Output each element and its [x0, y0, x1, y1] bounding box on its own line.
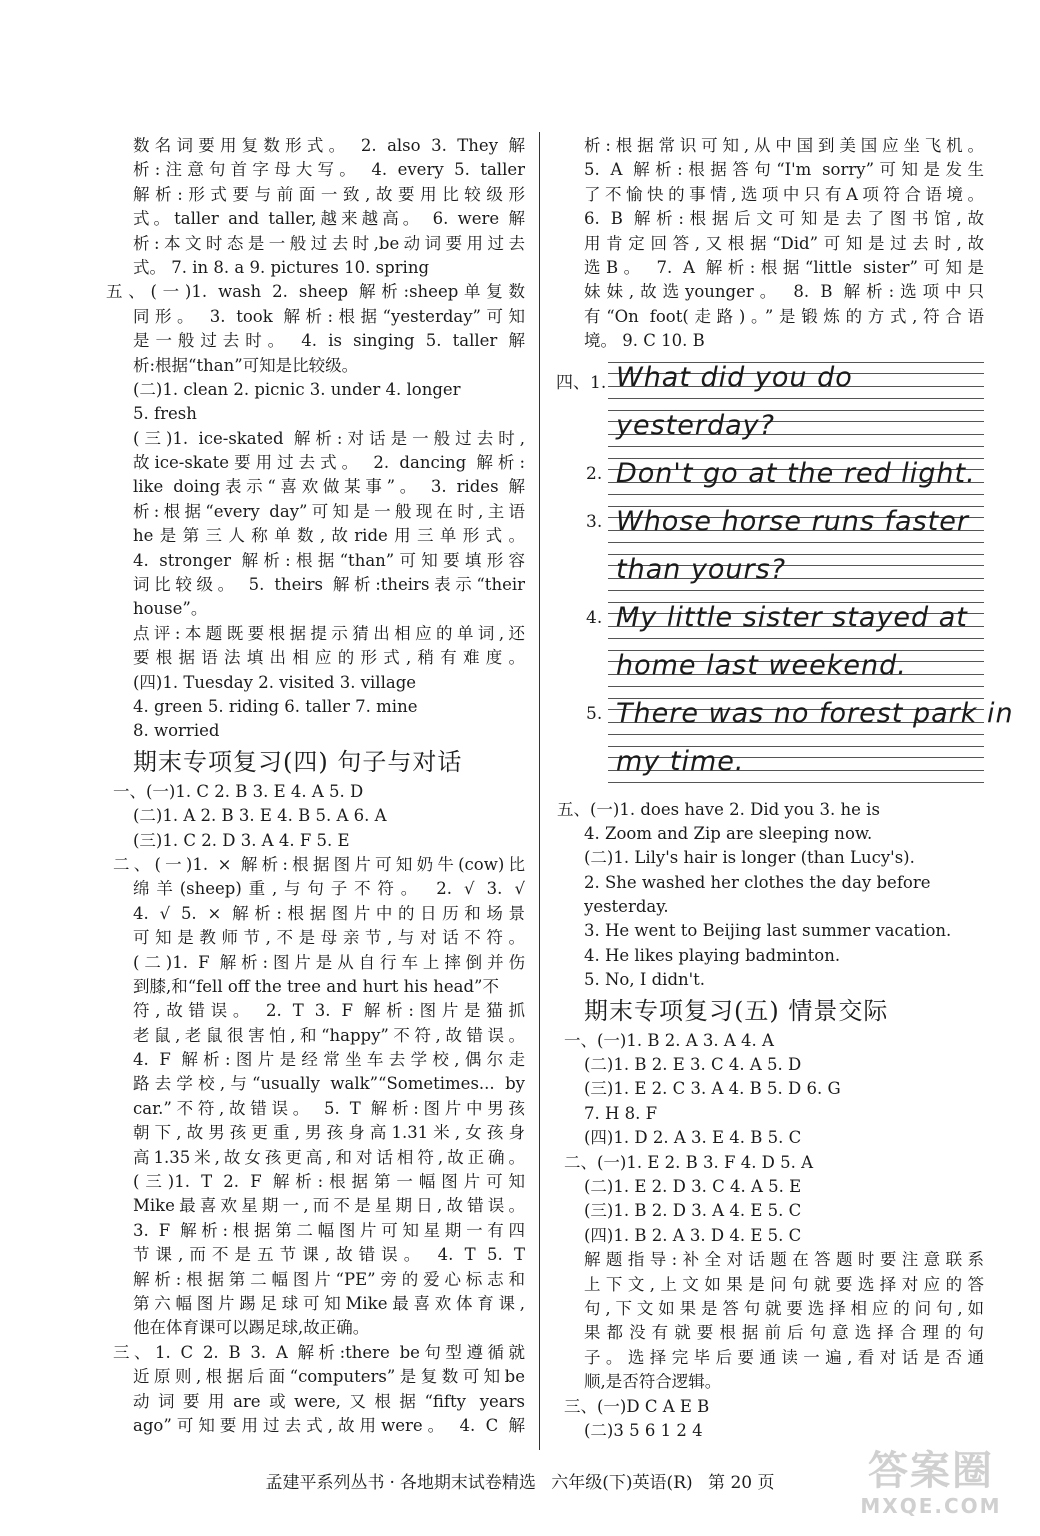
text-line: 有“On foot(走路)。”是锻炼的方式,符合语: [584, 306, 984, 326]
text-line: (二)1. A 2. B 3. E 4. B 5. A 6. A: [133, 806, 387, 826]
handwritten-answer: than yours?: [616, 553, 787, 585]
text-line: 析:根据常识可知,从中国到美国应坐飞机。: [584, 136, 984, 155]
text-line: 8. worried: [133, 721, 220, 741]
watermark-text: 答案圈: [868, 1448, 994, 1494]
handwritten-answer: What did you do: [616, 361, 853, 393]
four-line-grid: [608, 408, 984, 448]
text-line: 选B。 7. A 解析:根据“little sister”可知是: [584, 257, 984, 277]
text-line: 一、(一)1. B 2. A 3. A 4. A: [564, 1030, 774, 1050]
text-line: 上下文,上文如果是问句就要选择对应的答: [584, 1274, 984, 1294]
section-heading: 期末专项复习(五) 情景交际: [584, 996, 889, 1025]
text-line: 节课,而不是五节课,故错误。 4. T 5. T: [133, 1245, 525, 1265]
text-line: 三、1. C 2. B 3. A 解析:there be句型遵循就: [113, 1342, 525, 1362]
handwriting-line: [556, 358, 984, 406]
handwritten-answer: home last weekend.: [616, 649, 907, 681]
text-line: (三)1. E 2. C 3. A 4. B 5. D 6. G: [584, 1079, 841, 1099]
handwritten-answer: Don't go at the red light.: [616, 457, 976, 489]
text-line: 解题指导:补全对话题在答题时要注意联系: [584, 1250, 984, 1270]
text-line: 第六幅图片踢足球可知Mike最喜欢体育课,: [133, 1293, 525, 1313]
text-line: 路去学校,与“usually walk”“Sometimes... by: [133, 1074, 525, 1094]
handwriting-line: [584, 694, 1014, 742]
text-line: 5. fresh: [133, 404, 197, 424]
text-line: 了不愉快的事情,选项中只有A项符合语境。: [584, 184, 984, 204]
text-line: 析:根据“than”可知是比较级。: [133, 355, 359, 375]
text-line: 二、(一)1. E 2. B 3. F 4. D 5. A: [564, 1152, 814, 1172]
handwritten-answer: There was no forest park in: [616, 697, 1014, 729]
text-line: 到膝,和“fell off the tree and hurt his head”不: [133, 976, 499, 996]
text-line: 近原则,根据后面“computers”是复数可知be: [133, 1367, 525, 1387]
text-line: 4. green 5. riding 6. taller 7. mine: [133, 696, 418, 716]
text-line: (三)1. C 2. D 3. A 4. F 5. E: [133, 830, 350, 850]
text-line: 4. stronger 解析:根据“than”可知要填形容: [133, 550, 525, 570]
text-line: like doing表示“喜欢做某事”。 3. rides 解: [133, 477, 525, 497]
text-line: 是一般过去时。 4. is singing 5. taller 解: [133, 331, 525, 351]
question-number: 5.: [586, 703, 603, 724]
text-line: 符,故错误。 2. T 3. F 解析:图片是猫抓: [133, 1001, 525, 1021]
right-top-text: [584, 134, 984, 354]
text-line: 析:本文时态是一般过去时,be动词要用过去: [133, 233, 525, 253]
text-line: 同形。 3. took 解析:根据“yesterday”可知: [133, 306, 525, 326]
question-number: 4.: [586, 607, 603, 628]
text-line: 朝下,故男孩更重,男孩身高1.31米,女孩身: [133, 1123, 525, 1143]
text-line: (二)3 5 6 1 2 4: [584, 1420, 703, 1440]
text-line: 老鼠,老鼠很害怕,和“happy”不符,故错误。: [133, 1025, 525, 1045]
handwritten-answer: My little sister stayed at: [616, 601, 968, 633]
handwriting-line: [584, 598, 984, 646]
text-line: (三)1. ice-skated 解析:对话是一般过去时,: [133, 428, 525, 448]
column-divider: [539, 132, 540, 1450]
text-line: (四)1. D 2. A 3. E 4. B 5. C: [584, 1128, 802, 1148]
text-line: 3. F 解析:根据第二幅图片可知星期一有四: [133, 1220, 525, 1240]
footer-grade: 六年级(下)英语(R): [551, 1473, 693, 1493]
four-line-grid: [608, 360, 984, 400]
handwritten-answer: yesterday?: [616, 409, 775, 441]
right-bottom-text: [557, 798, 984, 1444]
text-line: (三)1. T 2. F 解析:根据第一幅图片可知: [133, 1172, 525, 1192]
text-line: 顺,是否符合逻辑。: [584, 1372, 722, 1392]
text-line: 高1.35米,故女孩更高,和对话相符,故正确。: [133, 1147, 525, 1167]
text-line: 他在体育课可以踢足球,故正确。: [133, 1318, 370, 1338]
handwriting-line: [584, 454, 984, 502]
handwriting-line: [584, 406, 984, 454]
text-line: (四)1. B 2. A 3. D 4. E 5. C: [584, 1225, 802, 1245]
text-line: 词比较级。 5. theirs 解析:theirs表示“their: [133, 575, 525, 595]
watermark-logo: [856, 1448, 1006, 1528]
text-line: 句,下文如果是答句就要选择相应的问句,如: [584, 1298, 984, 1318]
text-line: 5. No, I didn't.: [584, 970, 706, 990]
text-line: 4. Zoom and Zip are sleeping now.: [584, 823, 873, 843]
footer-book: 各地期末试卷精选: [399, 1473, 536, 1493]
footer-page-number: 第 20 页: [708, 1473, 775, 1493]
text-line: house”。: [133, 599, 208, 619]
text-line: (二)1. F 解析:图片是从自行车上摔倒并伤: [133, 952, 525, 972]
text-line: ago”可知要用过去式,故用were。 4. C 解: [133, 1415, 525, 1435]
text-line: 3. He went to Beijing last summer vacation.: [584, 921, 952, 941]
text-line: 5. A 解析:根据答句“I'm sorry”可知是发生: [584, 160, 984, 180]
text-line: (二)1. E 2. D 3. C 4. A 5. E: [584, 1176, 802, 1196]
handwritten-answer: Whose horse runs faster: [616, 505, 969, 537]
handwriting-answers: [556, 358, 1014, 790]
text-line: 解析:根据第二幅图片“PE”旁的爱心标志和: [133, 1269, 525, 1289]
footer-series: 孟建平系列丛书: [265, 1473, 385, 1493]
text-line: 数名词要用复数形式。 2. also 3. They 解: [133, 136, 525, 155]
text-line: yesterday.: [584, 897, 669, 917]
text-line: 2. She washed her clothes the day before: [584, 872, 931, 892]
four-line-grid: [608, 696, 1014, 736]
right-column: [556, 134, 1014, 1443]
handwritten-answer: my time.: [616, 745, 745, 777]
handwriting-line: [584, 502, 984, 550]
text-line: 子。选择完毕后要通读一遍,看对话是否通: [584, 1347, 984, 1367]
watermark-url: MXQE.COM: [860, 1494, 1002, 1518]
text-line: (二)1. Lily's hair is longer (than Lucy's).: [584, 848, 915, 868]
text-line: 果都没有就要根据前后句意选择合理的句: [584, 1323, 984, 1343]
text-line: 式。taller and taller,越来越高。 6. were 解: [133, 209, 525, 229]
section-heading: 期末专项复习(四) 句子与对话: [133, 747, 463, 776]
text-line: 动词要用are或were,又根据“fifty years: [133, 1391, 525, 1411]
text-line: 一、(一)1. C 2. B 3. E 4. A 5. D: [113, 781, 364, 801]
four-line-grid: [608, 600, 984, 640]
text-line: 点评:本题既要根据提示猜出相应的单词,还: [133, 623, 525, 643]
question-number: 2.: [586, 463, 603, 484]
page-footer: 孟建平系列丛书 · 各地期末试卷精选 六年级(下)英语(R) 第 20 页: [265, 1473, 775, 1493]
four-line-grid: [608, 456, 984, 496]
text-line: (二)1. B 2. E 3. C 4. A 5. D: [584, 1055, 802, 1075]
four-line-grid: [608, 648, 984, 688]
text-line: 7. H 8. F: [584, 1103, 658, 1123]
text-line: 析:根据“every day”可知是一般现在时,主语: [133, 501, 525, 521]
text-line: 绵羊(sheep)重,与句子不符。 2. √ 3. √: [133, 879, 525, 899]
text-line: (二)1. clean 2. picnic 3. under 4. longer: [133, 379, 461, 399]
handwriting-line: [584, 550, 984, 598]
text-line: 4. He likes playing badminton.: [584, 945, 841, 965]
text-line: 4. √ 5. × 解析:根据图片中的日历和场景: [133, 903, 525, 923]
four-line-grid: [608, 552, 984, 592]
handwriting-line: [584, 646, 984, 694]
four-line-grid: [608, 744, 984, 784]
question-number: 3.: [586, 511, 603, 532]
text-line: 五、(一)1. wash 2. sheep 解析:sheep单复数: [106, 282, 525, 302]
text-line: (四)1. Tuesday 2. visited 3. village: [133, 672, 417, 692]
four-line-grid: [608, 504, 984, 544]
text-line: 解析:形式要与前面一致,故要用比较级形: [133, 184, 525, 204]
text-line: car.”不符,故错误。 5. T 解析:图片中男孩: [133, 1098, 525, 1118]
text-line: 要根据语法填出相应的形式,稍有难度。: [133, 648, 525, 668]
text-line: Mike最喜欢星期一,而不是星期日,故错误。: [133, 1196, 525, 1216]
text-line: 用肯定回答,又根据“Did”可知是过去时,故: [584, 233, 984, 253]
text-line: 境。 9. C 10. B: [584, 331, 705, 351]
text-line: he是第三人称单数,故ride用三单形式。: [133, 526, 525, 546]
text-line: 故ice-skate要用过去式。 2. dancing 解析:: [133, 453, 525, 473]
text-line: (三)1. B 2. D 3. A 4. E 5. C: [584, 1201, 802, 1221]
left-column: [106, 134, 525, 1438]
text-line: 二、(一)1. × 解析:根据图片可知奶牛(cow)比: [113, 854, 525, 874]
text-line: 4. F 解析:图片是经常坐车去学校,偶尔走: [133, 1050, 525, 1070]
handwriting-line: [584, 742, 984, 790]
text-line: 6. B 解析:根据后文可知是去了图书馆,故: [584, 209, 984, 229]
question-number: 四、1.: [556, 372, 607, 393]
text-line: 析:注意句首字母大写。 4. every 5. taller: [133, 160, 525, 180]
text-line: 五、(一)1. does have 2. Did you 3. he is: [557, 799, 880, 819]
text-line: 可知是教师节,不是母亲节,与对话不符。: [133, 928, 525, 948]
text-line: 三、(一)D C A E B: [564, 1396, 710, 1416]
text-line: 式。 7. in 8. a 9. pictures 10. spring: [133, 257, 430, 277]
text-line: 妹妹,故选younger。 8. B 解析:选项中只: [584, 282, 984, 302]
